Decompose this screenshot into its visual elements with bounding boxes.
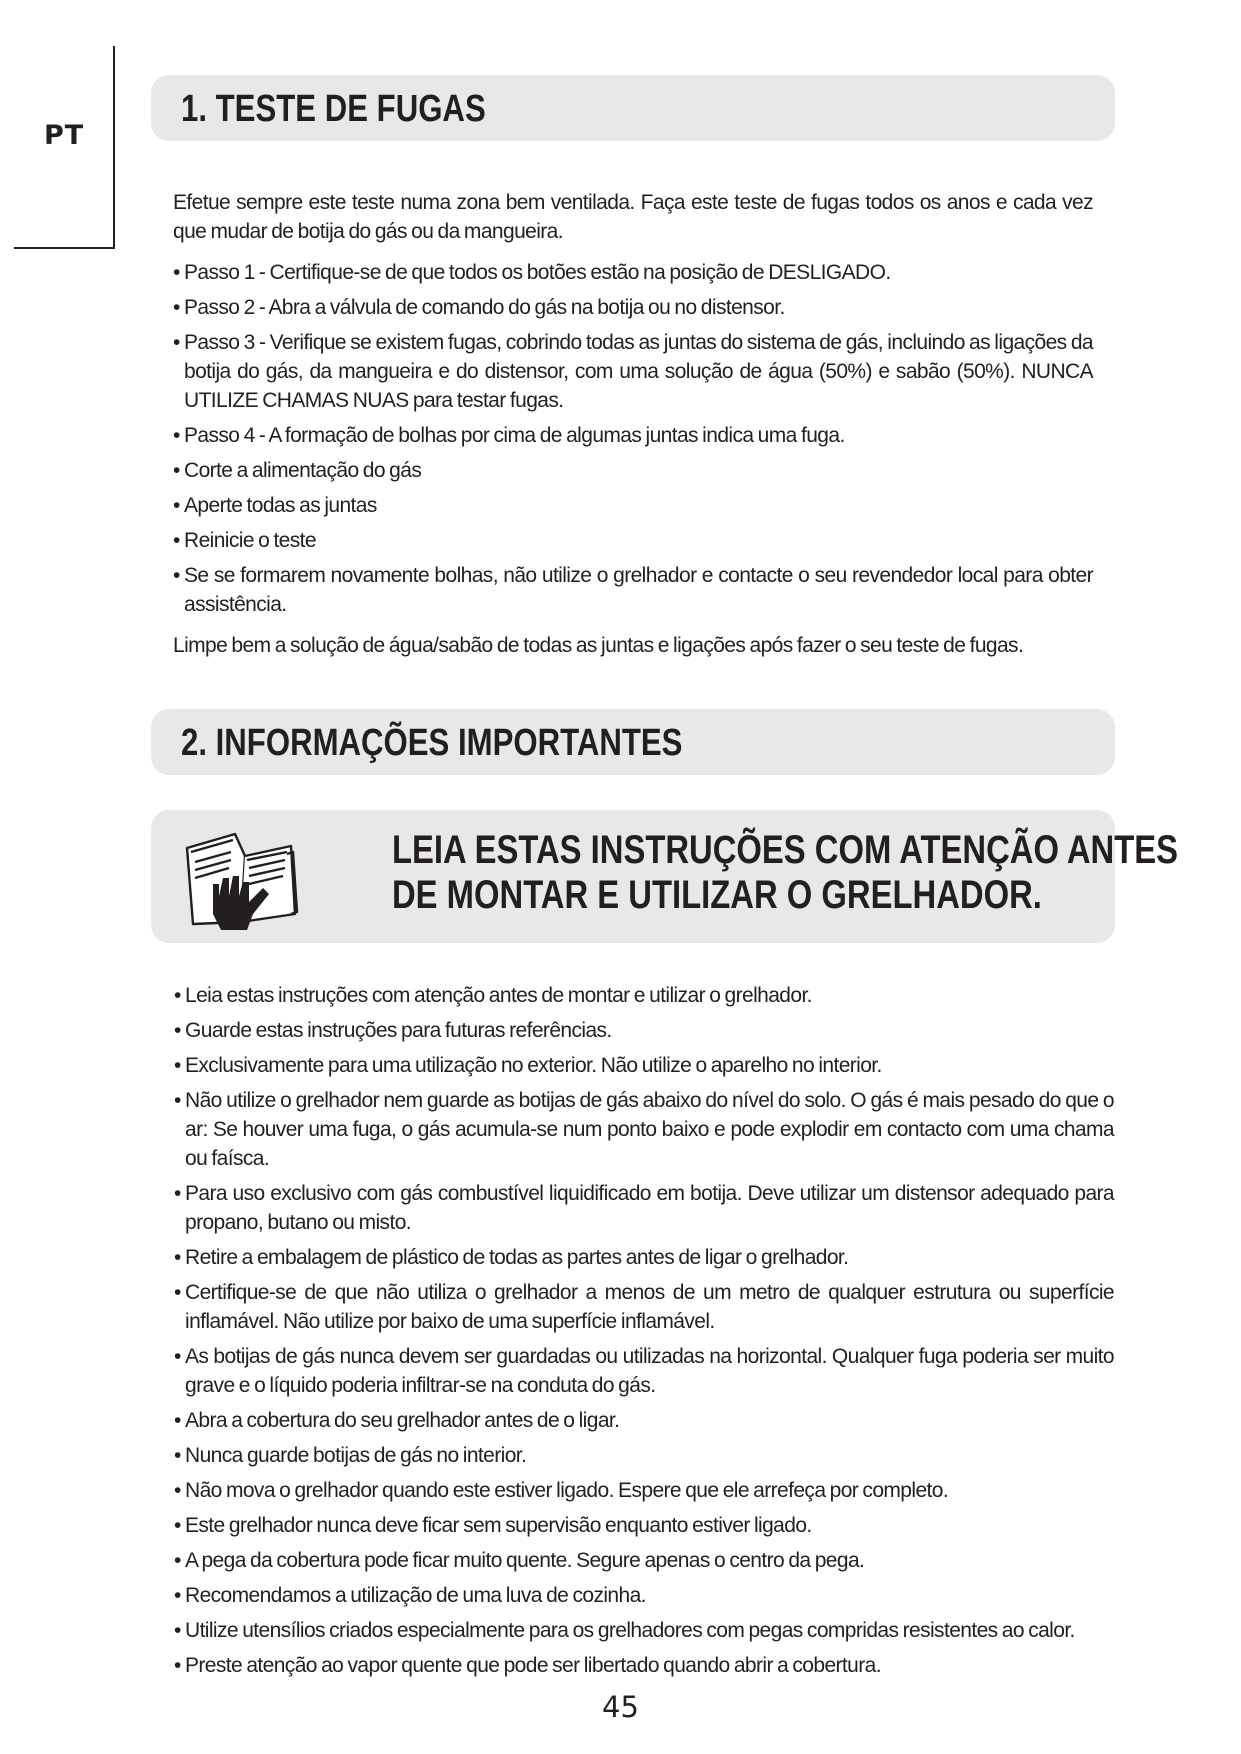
list-item: • Passo 4 - A formação de bolhas por cima de algumas juntas indica uma fuga. [173, 421, 1093, 450]
list-item: • Certifique-se de que não utiliza o grelhador a menos de um metro de qualquer estrutura ou superfície inflamável. Não utilize por baixo de uma superfície inflamável. [174, 1278, 1114, 1336]
list-item: • Aperte todas as juntas [173, 491, 1093, 520]
list-item: • Não utilize o grelhador nem guarde as botijas de gás abaixo do nível do solo. O gás é mais pesado do que o ar: Se houver uma fuga, o gás acumula-se num ponto baixo e pode explodir em contacto com uma chama ou faísca. [174, 1086, 1114, 1173]
list-item: • Guarde estas instruções para futuras referências. [174, 1016, 1114, 1045]
list-item: • Passo 2 - Abra a válvula de comando do gás na botija ou no distensor. [173, 293, 1093, 322]
list-item: • Leia estas instruções com atenção antes de montar e utilizar o grelhador. [174, 981, 1114, 1010]
section-1-header [151, 75, 1115, 141]
list-item: • Este grelhador nunca deve ficar sem supervisão enquanto estiver ligado. [174, 1511, 1114, 1540]
section-2-body [174, 981, 1114, 1686]
section-1-closing: Limpe bem a solução de água/sabão de todas as juntas e ligações após fazer o seu teste de fugas. [173, 634, 1024, 657]
read-instructions-warning [151, 810, 1179, 943]
list-item: • Corte a alimentação do gás [173, 456, 1093, 485]
list-item: • As botijas de gás nunca devem ser guardadas ou utilizadas na horizontal. Qualquer fuga poderia ser muito grave e o líquido poderia infiltrar-se na conduta do gás. [174, 1342, 1114, 1400]
list-item: • Nunca guarde botijas de gás no interior. [174, 1441, 1114, 1470]
list-item: • Abra a cobertura do seu grelhador antes de o ligar. [174, 1406, 1114, 1435]
list-item: • Retire a embalagem de plástico de todas as partes antes de ligar o grelhador. [174, 1243, 1114, 1272]
list-item: • Reinicie o teste [173, 526, 1093, 555]
important-info-list [174, 981, 1114, 1680]
section-1-body [173, 188, 1093, 660]
language-label: PT [44, 120, 85, 151]
list-item: • Exclusivamente para uma utilização no exterior. Não utilize o aparelho no interior. [174, 1051, 1114, 1080]
list-item: • Preste atenção ao vapor quente que pode ser libertado quando abrir a cobertura. [174, 1651, 1114, 1680]
leak-test-steps [173, 258, 1093, 619]
list-item: • Passo 1 - Certifique-se de que todos os botões estão na posição de DESLIGADO. [173, 258, 1093, 287]
warning-line-1: LEIA ESTAS INSTRUÇÕES COM ATENÇÃO ANTES [392, 828, 1179, 872]
read-manual-icon [183, 826, 301, 934]
section-1-title: 1. TESTE DE FUGAS [181, 88, 486, 130]
section-2-header [151, 709, 1115, 775]
section-1-intro: Efetue sempre este teste numa zona bem ventilada. Faça este teste de fugas todos os anos e cada vez que mudar de botija do gás ou da mangueira. [173, 191, 1093, 243]
section-2-title: 2. INFORMAÇÕES IMPORTANTES [181, 722, 683, 764]
list-item: • Se se formarem novamente bolhas, não utilize o grelhador e contacte o seu revendedor local para obter assistência. [173, 561, 1093, 619]
list-item: • Para uso exclusivo com gás combustível liquidificado em botija. Deve utilizar um distensor adequado para propano, butano ou misto. [174, 1179, 1114, 1237]
page-number: 45 [602, 1690, 639, 1724]
warning-line-2: DE MONTAR E UTILIZAR O GRELHADOR. [392, 873, 1042, 917]
list-item: • Não mova o grelhador quando este estiver ligado. Espere que ele arrefeça por completo. [174, 1476, 1114, 1505]
list-item: • Recomendamos a utilização de uma luva de cozinha. [174, 1581, 1114, 1610]
warning-heading [392, 828, 1179, 918]
list-item: • A pega da cobertura pode ficar muito quente. Segure apenas o centro da pega. [174, 1546, 1114, 1575]
list-item: • Utilize utensílios criados especialmente para os grelhadores com pegas compridas resistentes ao calor. [174, 1616, 1114, 1645]
list-item: • Passo 3 - Verifique se existem fugas, cobrindo todas as juntas do sistema de gás, incluindo as ligações da botija do gás, da mangueira e do distensor, com uma solução de água (50%) e sabão (50%). NUNCA UTILIZE CHAMAS NUAS para testar fugas. [173, 328, 1093, 415]
